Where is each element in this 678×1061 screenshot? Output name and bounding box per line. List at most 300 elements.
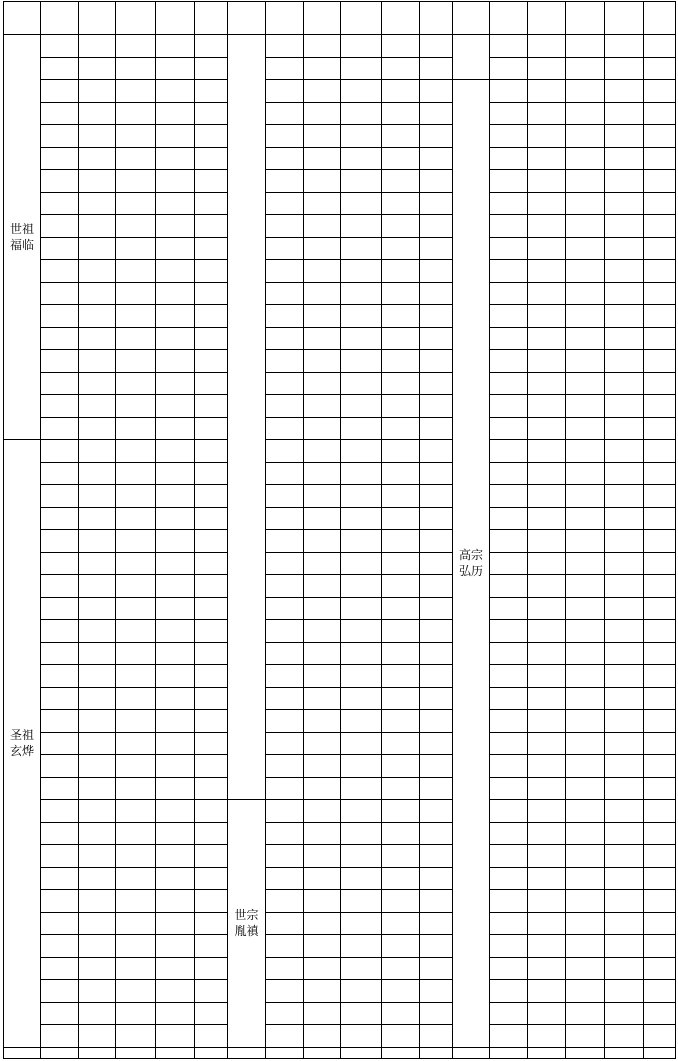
grid-line — [489, 979, 676, 980]
table-cell-ad — [566, 1024, 604, 1047]
table-cell-ganzhi — [382, 57, 419, 80]
column-header — [528, 1, 565, 34]
table-cell-era — [490, 1024, 527, 1047]
table-cell-ganzhi — [382, 889, 419, 912]
table-cell-ad — [341, 822, 381, 845]
table-cell-year — [79, 439, 115, 462]
grid-line — [265, 169, 453, 170]
grid-line — [489, 169, 676, 170]
table-cell-year — [79, 552, 115, 575]
table-cell-era — [41, 754, 78, 777]
table-cell-ad — [566, 147, 604, 170]
table-cell-zodiac — [420, 439, 452, 462]
table-cell-year — [304, 214, 340, 237]
table-cell-era — [41, 664, 78, 687]
grid-line — [40, 1, 41, 1059]
table-cell-year — [528, 574, 565, 597]
table-cell-zodiac — [644, 619, 675, 642]
table-cell-year — [528, 507, 565, 530]
grid-line — [265, 979, 453, 980]
table-cell-ganzhi — [156, 597, 194, 620]
table-cell-zodiac — [644, 529, 675, 552]
table-cell-zodiac — [420, 754, 452, 777]
table-cell-zodiac — [420, 844, 452, 867]
table-cell-ganzhi — [605, 867, 643, 890]
table-cell-era — [266, 124, 303, 147]
table-cell-year — [528, 439, 565, 462]
table-cell-ganzhi — [605, 574, 643, 597]
table-cell-year — [304, 169, 340, 192]
table-cell-era — [41, 777, 78, 800]
table-cell-era — [490, 282, 527, 305]
table-cell-year — [304, 57, 340, 80]
table-cell-era — [490, 102, 527, 125]
grid-line — [40, 1024, 228, 1025]
table-cell-era — [490, 484, 527, 507]
table-cell-zodiac — [644, 799, 675, 822]
table-cell-zodiac — [195, 957, 227, 980]
table-cell-year — [304, 619, 340, 642]
table-cell-year — [79, 642, 115, 665]
table-cell-ganzhi — [382, 102, 419, 125]
grid-line — [489, 304, 676, 305]
table-cell-zodiac — [420, 34, 452, 57]
table-cell-ganzhi — [156, 169, 194, 192]
table-cell-year — [79, 259, 115, 282]
bottom-cell-year — [304, 1047, 340, 1059]
table-cell-zodiac — [644, 124, 675, 147]
table-cell-ganzhi — [382, 237, 419, 260]
table-cell-zodiac — [420, 687, 452, 710]
table-cell-ganzhi — [605, 192, 643, 215]
table-cell-year — [79, 867, 115, 890]
table-cell-era — [41, 912, 78, 935]
table-cell-year — [528, 1024, 565, 1047]
table-cell-ganzhi — [156, 934, 194, 957]
table-cell-ganzhi — [382, 507, 419, 530]
table-cell-ad — [341, 552, 381, 575]
table-cell-era — [41, 552, 78, 575]
table-cell-ganzhi — [605, 754, 643, 777]
table-cell-year — [304, 912, 340, 935]
table-cell-ad — [116, 822, 155, 845]
table-cell-era — [490, 552, 527, 575]
grid-line — [489, 349, 676, 350]
table-cell-ad — [566, 327, 604, 350]
grid-line — [40, 282, 228, 283]
table-cell-year — [304, 934, 340, 957]
table-cell-ganzhi — [605, 777, 643, 800]
table-cell-ad — [116, 304, 155, 327]
table-cell-ganzhi — [156, 1002, 194, 1025]
table-cell-era — [490, 529, 527, 552]
table-cell-zodiac — [644, 934, 675, 957]
column-header — [644, 1, 675, 34]
table-cell-zodiac — [195, 529, 227, 552]
table-cell-ganzhi — [156, 777, 194, 800]
bottom-cell-year — [528, 1047, 565, 1059]
table-cell-era — [41, 57, 78, 80]
table-cell-ad — [341, 439, 381, 462]
table-cell-year — [304, 417, 340, 440]
table-cell-year — [79, 957, 115, 980]
grid-line — [265, 957, 453, 958]
table-cell-year — [304, 552, 340, 575]
bottom-cell-ad — [566, 1047, 604, 1059]
grid-line — [40, 79, 228, 80]
table-cell-zodiac — [195, 799, 227, 822]
grid-line — [265, 214, 453, 215]
grid-line — [40, 327, 228, 328]
table-cell-year — [528, 34, 565, 57]
table-cell-ganzhi — [382, 597, 419, 620]
table-cell-ad — [341, 124, 381, 147]
table-cell-ganzhi — [382, 147, 419, 170]
table-cell-year — [79, 34, 115, 57]
table-cell-zodiac — [644, 1002, 675, 1025]
table-cell-ad — [341, 79, 381, 102]
grid-line — [489, 552, 676, 553]
table-cell-era — [41, 147, 78, 170]
table-cell-ganzhi — [156, 349, 194, 372]
grid-line — [40, 417, 228, 418]
table-cell-year — [528, 867, 565, 890]
table-cell-era — [266, 507, 303, 530]
column-header — [156, 1, 194, 34]
table-cell-zodiac — [644, 484, 675, 507]
table-cell-era — [41, 619, 78, 642]
table-cell-era — [266, 642, 303, 665]
table-cell-ganzhi — [382, 709, 419, 732]
table-cell-zodiac — [644, 822, 675, 845]
table-cell-year — [79, 417, 115, 440]
table-cell-ganzhi — [605, 979, 643, 1002]
table-cell-ad — [566, 1002, 604, 1025]
table-cell-year — [528, 957, 565, 980]
emperor-name: 高宗 弘历 — [458, 547, 483, 578]
table-cell-ad — [116, 957, 155, 980]
table-cell-zodiac — [420, 552, 452, 575]
table-cell-zodiac — [195, 394, 227, 417]
table-cell-ganzhi — [605, 462, 643, 485]
grid-line — [265, 192, 453, 193]
table-cell-zodiac — [420, 597, 452, 620]
table-cell-era — [41, 79, 78, 102]
table-cell-year — [528, 777, 565, 800]
table-cell-ad — [566, 552, 604, 575]
grid-line — [489, 507, 676, 508]
table-cell-era — [266, 844, 303, 867]
table-cell-era — [490, 889, 527, 912]
table-cell-year — [79, 889, 115, 912]
grid-line — [265, 282, 453, 283]
grid-line — [40, 147, 228, 148]
table-cell-ad — [116, 259, 155, 282]
table-cell-era — [490, 687, 527, 710]
table-cell-ad — [116, 237, 155, 260]
grid-line — [489, 642, 676, 643]
table-cell-ad — [566, 889, 604, 912]
table-cell-era — [266, 1024, 303, 1047]
grid-line — [40, 844, 228, 845]
table-cell-ad — [116, 349, 155, 372]
table-cell-zodiac — [195, 1002, 227, 1025]
table-cell-ad — [341, 192, 381, 215]
table-cell-year — [304, 462, 340, 485]
grid-line — [675, 1, 676, 1059]
table-cell-era — [490, 462, 527, 485]
table-cell-era — [266, 439, 303, 462]
table-cell-ganzhi — [605, 957, 643, 980]
table-cell-ganzhi — [382, 619, 419, 642]
table-cell-zodiac — [195, 642, 227, 665]
grid-line — [3, 1, 4, 1059]
table-cell-era — [490, 147, 527, 170]
table-cell-zodiac — [420, 259, 452, 282]
table-cell-year — [79, 372, 115, 395]
table-cell-ad — [116, 934, 155, 957]
table-cell-ad — [116, 844, 155, 867]
table-cell-ad — [341, 282, 381, 305]
table-cell-era — [266, 417, 303, 440]
table-cell-era — [266, 349, 303, 372]
table-cell-zodiac — [195, 462, 227, 485]
table-cell-era — [490, 844, 527, 867]
grid-line — [40, 642, 228, 643]
table-cell-year — [528, 799, 565, 822]
table-cell-ad — [341, 777, 381, 800]
table-cell-year — [304, 754, 340, 777]
table-cell-ad — [566, 462, 604, 485]
table-cell-era — [266, 372, 303, 395]
table-cell-year — [304, 597, 340, 620]
grid-line — [40, 169, 228, 170]
table-cell-era — [266, 957, 303, 980]
table-cell-year — [528, 754, 565, 777]
table-cell-zodiac — [644, 642, 675, 665]
table-cell-zodiac — [195, 259, 227, 282]
table-cell-era — [266, 147, 303, 170]
bottom-cell-ganzhi — [605, 1047, 643, 1059]
table-cell-era — [266, 867, 303, 890]
grid-line — [489, 79, 676, 80]
bottom-cell-era — [490, 1047, 527, 1059]
table-cell-zodiac — [644, 349, 675, 372]
grid-line — [265, 57, 453, 58]
table-cell-ad — [341, 912, 381, 935]
table-cell-ad — [341, 57, 381, 80]
table-cell-ad — [116, 912, 155, 935]
table-cell-ad — [566, 732, 604, 755]
table-cell-era — [490, 574, 527, 597]
grid-line — [265, 237, 453, 238]
table-cell-era — [266, 34, 303, 57]
table-cell-zodiac — [195, 507, 227, 530]
grid-line — [489, 484, 676, 485]
table-cell-era — [266, 484, 303, 507]
grid-line — [265, 417, 453, 418]
table-cell-zodiac — [195, 619, 227, 642]
column-header — [4, 1, 40, 34]
table-cell-ganzhi — [605, 1024, 643, 1047]
table-cell-era — [490, 327, 527, 350]
table-cell-year — [304, 102, 340, 125]
table-cell-year — [79, 237, 115, 260]
table-cell-ad — [116, 192, 155, 215]
table-cell-ad — [116, 169, 155, 192]
table-cell-ad — [341, 844, 381, 867]
table-cell-zodiac — [644, 237, 675, 260]
table-cell-era — [490, 417, 527, 440]
table-cell-ad — [341, 102, 381, 125]
table-cell-ganzhi — [156, 462, 194, 485]
grid-line — [40, 1002, 228, 1003]
table-cell-year — [304, 664, 340, 687]
table-cell-ad — [116, 394, 155, 417]
emperor-name: 圣祖 玄烨 — [9, 727, 34, 758]
table-cell-year — [528, 102, 565, 125]
table-cell-ganzhi — [605, 709, 643, 732]
table-cell-ganzhi — [382, 687, 419, 710]
column-header — [453, 1, 489, 34]
table-cell-ganzhi — [156, 957, 194, 980]
grid-line — [489, 687, 676, 688]
table-cell-era — [490, 754, 527, 777]
table-cell-zodiac — [644, 552, 675, 575]
table-cell-ganzhi — [382, 552, 419, 575]
grid-line — [265, 304, 453, 305]
table-cell-era — [266, 102, 303, 125]
grid-line — [452, 79, 490, 80]
table-cell-ad — [566, 417, 604, 440]
table-cell-ganzhi — [605, 687, 643, 710]
table-cell-zodiac — [420, 799, 452, 822]
table-cell-year — [304, 259, 340, 282]
grid-line — [40, 619, 228, 620]
table-cell-era — [266, 889, 303, 912]
table-cell-era — [490, 732, 527, 755]
table-cell-year — [528, 1002, 565, 1025]
table-cell-zodiac — [644, 664, 675, 687]
table-cell-ad — [566, 799, 604, 822]
grid-line — [489, 777, 676, 778]
table-cell-era — [490, 57, 527, 80]
table-cell-ad — [341, 664, 381, 687]
grid-line — [40, 912, 228, 913]
table-cell-zodiac — [420, 147, 452, 170]
table-cell-era — [266, 1002, 303, 1025]
grid-line — [265, 822, 453, 823]
table-cell-ad — [116, 574, 155, 597]
table-cell-ad — [566, 934, 604, 957]
table-cell-ad — [341, 259, 381, 282]
table-cell-ganzhi — [156, 507, 194, 530]
table-cell-era — [41, 867, 78, 890]
table-cell-ganzhi — [605, 79, 643, 102]
table-cell-ad — [116, 709, 155, 732]
table-cell-era — [266, 237, 303, 260]
table-cell-ad — [116, 597, 155, 620]
grid-line — [265, 574, 453, 575]
table-cell-era — [266, 664, 303, 687]
table-cell-zodiac — [195, 237, 227, 260]
column-header — [605, 1, 643, 34]
table-cell-ad — [116, 417, 155, 440]
table-cell-year — [528, 304, 565, 327]
table-cell-ad — [116, 777, 155, 800]
table-cell-year — [79, 169, 115, 192]
table-cell-year — [304, 687, 340, 710]
table-cell-era — [266, 687, 303, 710]
table-cell-ganzhi — [382, 169, 419, 192]
grid-line — [40, 237, 228, 238]
table-cell-era — [266, 282, 303, 305]
table-cell-year — [528, 664, 565, 687]
table-cell-era — [41, 687, 78, 710]
table-cell-year — [304, 192, 340, 215]
table-cell-ganzhi — [156, 1024, 194, 1047]
table-cell-year — [79, 304, 115, 327]
table-cell-era — [490, 34, 527, 57]
table-cell-year — [304, 507, 340, 530]
grid-line — [265, 1024, 453, 1025]
table-cell-ganzhi — [605, 102, 643, 125]
table-cell-ganzhi — [382, 462, 419, 485]
table-cell-ad — [116, 214, 155, 237]
grid-line — [40, 372, 228, 373]
table-cell-zodiac — [644, 169, 675, 192]
table-cell-year — [79, 687, 115, 710]
table-cell-ganzhi — [605, 147, 643, 170]
table-cell-zodiac — [420, 484, 452, 507]
table-cell-era — [266, 529, 303, 552]
grid-line — [265, 912, 453, 913]
table-cell-ad — [116, 124, 155, 147]
table-cell-ganzhi — [382, 417, 419, 440]
table-cell-ganzhi — [156, 327, 194, 350]
grid-line — [40, 439, 228, 440]
table-cell-zodiac — [195, 867, 227, 890]
table-cell-zodiac — [195, 439, 227, 462]
table-cell-ad — [341, 304, 381, 327]
table-cell-zodiac — [195, 934, 227, 957]
table-cell-year — [79, 1024, 115, 1047]
grid-line — [265, 147, 453, 148]
column-header — [116, 1, 155, 34]
table-cell-ganzhi — [156, 394, 194, 417]
grid-line — [489, 1, 490, 1059]
table-cell-ad — [341, 484, 381, 507]
table-cell-era — [41, 417, 78, 440]
grid-line — [3, 1047, 676, 1048]
table-cell-ganzhi — [382, 1024, 419, 1047]
table-cell-ad — [116, 979, 155, 1002]
table-cell-ganzhi — [382, 304, 419, 327]
table-cell-zodiac — [644, 1024, 675, 1047]
grid-line — [489, 192, 676, 193]
table-cell-ad — [116, 282, 155, 305]
table-cell-era — [266, 979, 303, 1002]
table-cell-year — [79, 529, 115, 552]
table-cell-zodiac — [644, 844, 675, 867]
table-cell-year — [79, 732, 115, 755]
table-cell-zodiac — [644, 709, 675, 732]
table-cell-zodiac — [420, 462, 452, 485]
table-cell-zodiac — [644, 147, 675, 170]
table-cell-ganzhi — [382, 439, 419, 462]
grid-line — [565, 1, 566, 1059]
table-cell-ad — [566, 597, 604, 620]
